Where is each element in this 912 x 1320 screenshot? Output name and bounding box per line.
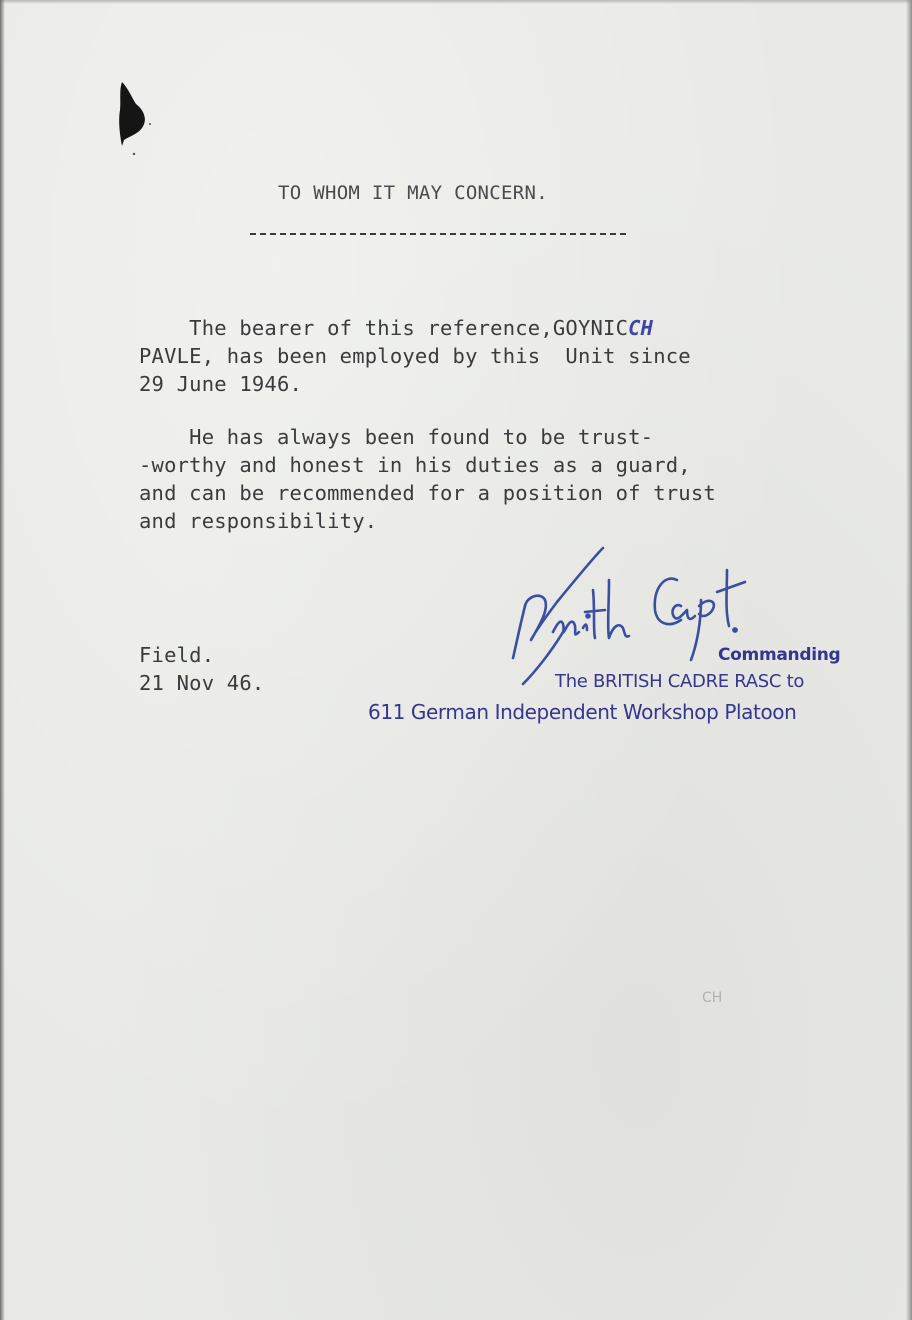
page-edge-right (906, 0, 912, 1320)
paragraph1-line2: PAVLE, has been employed by this Unit since (139, 344, 691, 368)
page-edge-top (0, 0, 912, 4)
letter-title: TO WHOM IT MAY CONCERN. (278, 182, 548, 204)
paragraph1-line1-text: The bearer of this reference,GOYNIC (139, 316, 629, 340)
stamp-platoon-line: 611 German Independent Workshop Platoon (368, 700, 797, 724)
stamp-unit-line: The BRITISH CADRE RASC to (555, 671, 805, 692)
faint-margin-mark: CH (702, 990, 723, 1006)
place-label: Field. (139, 643, 215, 667)
stamp-commanding: Commanding (718, 645, 841, 665)
paragraph2-line4: and responsibility. (139, 509, 378, 533)
page-edge-left (0, 0, 5, 1320)
paragraph2-line2: -worthy and honest in his duties as a guard, (139, 453, 691, 477)
punch-hole-mark (116, 80, 156, 155)
paragraph1-line1 (139, 316, 653, 340)
paragraph2-line1: He has always been found to be trust- (139, 425, 654, 449)
handwritten-signature (505, 540, 765, 690)
surname-correction: CH (628, 316, 654, 340)
date-label: 21 Nov 46. (139, 671, 265, 695)
title-underline (250, 233, 626, 235)
paragraph2-line3: and can be recommended for a position of trust (139, 481, 716, 505)
paragraph1-line3: 29 June 1946. (139, 372, 303, 396)
